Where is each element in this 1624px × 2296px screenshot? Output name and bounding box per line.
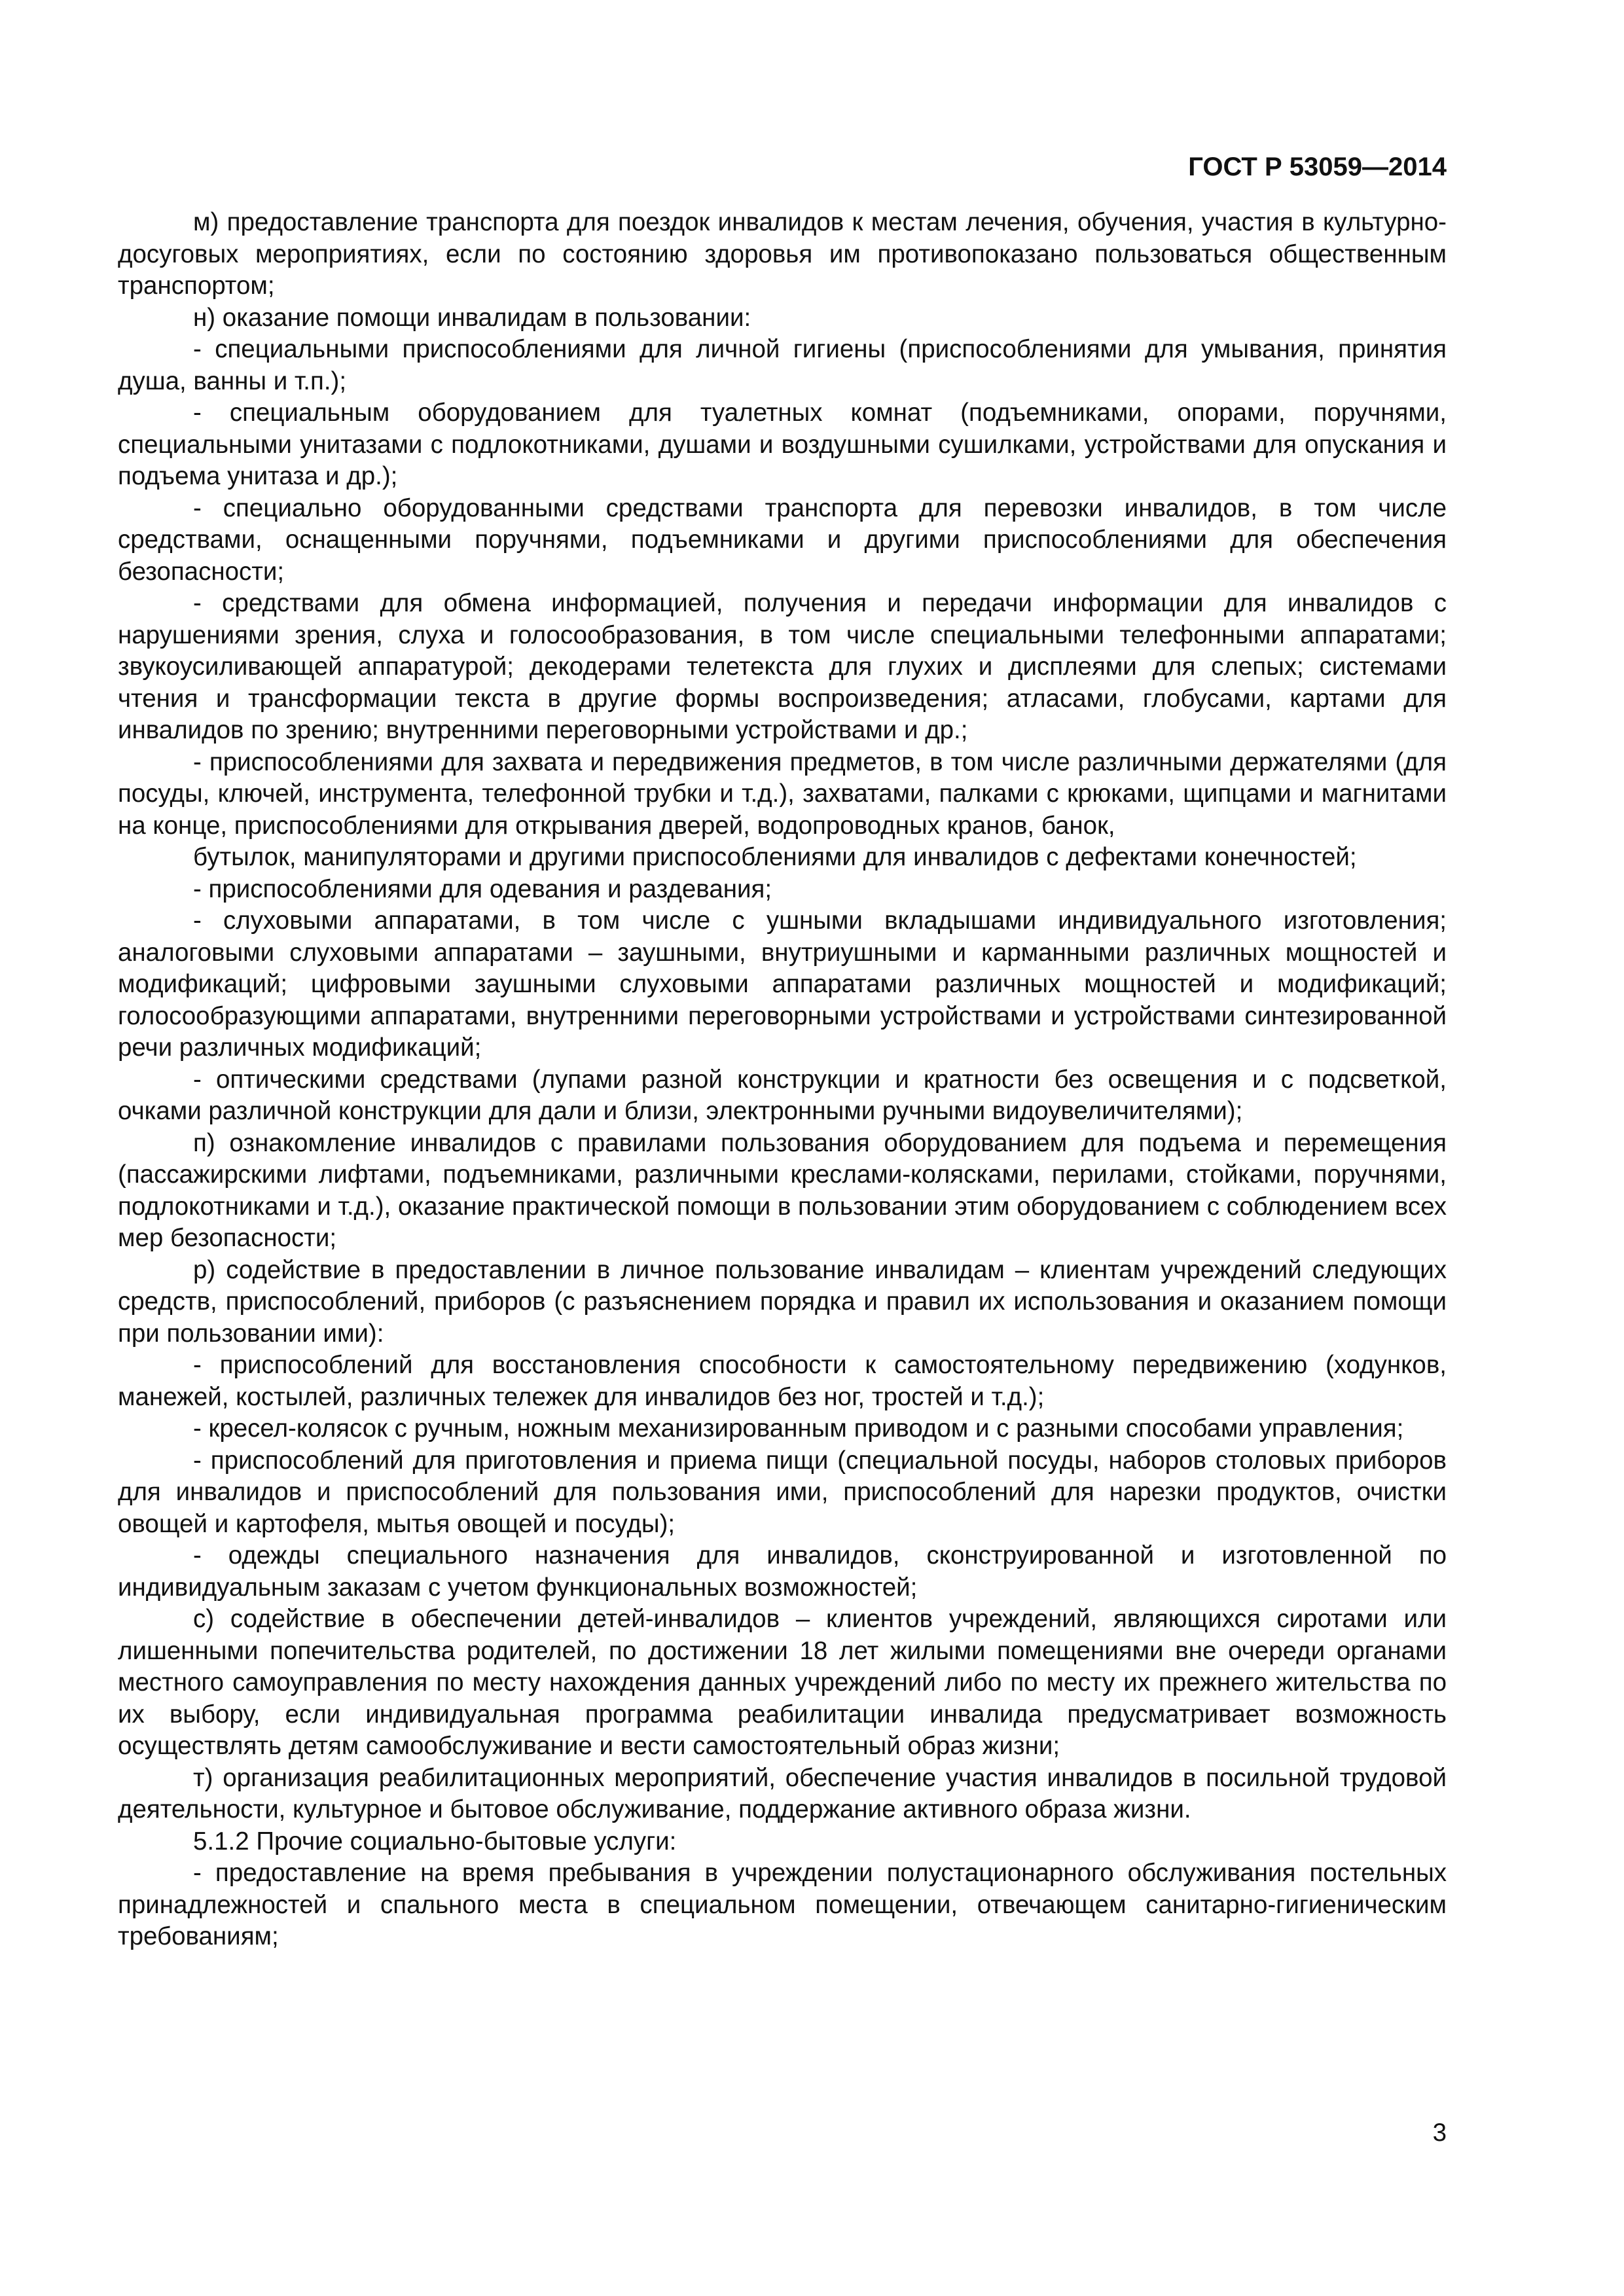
paragraph-p: п) ознакомление инвалидов с правилами пользования оборудованием для подъема и перемещения (пассажирскими лифтами, подъемниками, различными креслами-колясками, перилами, стойками, поручнями, подлокотниками и т.д.), оказание практической помощи в пользовании этим оборудованием с соблюдением всех мер безопасности;: [118, 1128, 1447, 1252]
list-item-transport: - специально оборудованными средствами транспорта для перевозки инвалидов, в том числе средствами, оснащенными поручнями, подъемниками и другими приспособлениями для обеспечения безопасности;: [118, 493, 1447, 586]
list-item-hygiene: - специальными приспособлениями для личной гигиены (приспособлениями для умывания, принятия душа, ванны и т.п.);: [118, 335, 1447, 395]
list-item-food: - приспособлений для приготовления и приема пищи (специальной посуды, наборов столовых приборов для инвалидов и приспособлений для пользования ими, приспособлений для нарезки продуктов, очистки овощей и картофеля, мытья овощей и посуды);: [118, 1446, 1447, 1538]
list-item-grabbing-continued: бутылок, манипуляторами и другими приспособлениями для инвалидов с дефектами конечностей;: [193, 843, 1357, 871]
paragraph-s: с) содействие в обеспечении детей-инвалидов – клиентов учреждений, являющихся сиротами или лишенными попечительства родителей, по достижении 18 лет жилыми помещениями вне очереди органами местного самоуправления по месту нахождения данных учреждений либо по месту их прежнего жительства по их выбору, если индивидуальная программа реабилитации инвалида предусматривает возможность осуществлять детям самообслуживание и вести самостоятельный образ жизни;: [118, 1605, 1447, 1760]
list-item-communication: - средствами для обмена информацией, получения и передачи информации для инвалидов с нарушениями зрения, слуха и голосообразования, в том числе специальными телефонными аппаратами; звукоусиливающей аппаратурой; декодерами телетекста для глухих и дисплеями для слепых; системами чтения и трансформации текста в другие формы воспроизведения; атласами, глобусами, картами для инвалидов по зрению; внутренними переговорными устройствами и др.;: [118, 589, 1447, 744]
paragraph-r: р) содействие в предоставлении в личное пользование инвалидам – клиентам учреждений следующих средств, приспособлений, приборов (с разъяснением порядка и правил их использования и оказанием помощи при пользовании ими):: [118, 1255, 1447, 1348]
list-item-hearing-aids: - слуховыми аппаратами, в том числе с ушными вкладышами индивидуального изготовления; аналоговыми слуховыми аппаратами – заушными, внутриушными и карманными различных мощностей и модификаций; цифровыми заушными слуховыми аппаратами различных мощностей и модификаций; голосообразующими аппаратами, внутренними переговорными устройствами и устройствами синтезированной речи различных модификаций;: [118, 906, 1447, 1062]
list-item-wheelchairs: - кресел-колясок с ручным, ножным механизированным приводом и с разными способами управления;: [193, 1414, 1404, 1443]
page-number: 3: [1432, 2119, 1447, 2147]
section-heading-5-1-2: 5.1.2 Прочие социально-бытовые услуги:: [193, 1827, 677, 1856]
paragraph-t: т) организация реабилитационных мероприятий, обеспечение участия инвалидов в посильной трудовой деятельности, культурное и бытовое обслуживание, поддержание активного образа жизни.: [118, 1763, 1447, 1823]
document-body: [118, 207, 1447, 1953]
list-item-dressing: - приспособлениями для одевания и раздевания;: [193, 874, 772, 903]
paragraph-n: н) оказание помощи инвалидам в пользовании:: [193, 303, 751, 332]
document-code-header: ГОСТ Р 53059—2014: [1188, 152, 1447, 181]
list-item-clothing: - одежды специального назначения для инвалидов, сконструированной и изготовленной по индивидуальным заказам с учетом функциональных возможностей;: [118, 1541, 1447, 1602]
list-item-mobility: - приспособлений для восстановления способности к самостоятельному передвижению (ходунков, манежей, костылей, различных тележек для инвалидов без ног, тростей и т.д.);: [118, 1351, 1447, 1411]
paragraph-m: м) предоставление транспорта для поездок инвалидов к местам лечения, обучения, участия в культурно-досуговых мероприятиях, если по состоянию здоровья им противопоказано пользоваться общественным транспортом;: [118, 208, 1447, 300]
list-item-grabbing: - приспособлениями для захвата и передвижения предметов, в том числе различными держателями (для посуды, ключей, инструмента, телефонной трубки и т.д.), захватами, палками с крюками, щипцами и магнитами на конце, приспособлениями для открывания дверей, водопроводных кранов, банок,: [118, 747, 1447, 840]
list-item-optical: - оптическими средствами (лупами разной конструкции и кратности без освещения и с подсветкой, очками различной конструкции для дали и близи, электронными ручными видоувеличителями);: [118, 1065, 1447, 1125]
document-page: [118, 151, 1447, 2212]
list-item-toilet-equipment: - специальным оборудованием для туалетных комнат (подъемниками, опорами, поручнями, специальными унитазами с подлокотниками, душами и воздушными сушилками, устройствами для опускания и подъема унитаза и др.);: [118, 399, 1447, 490]
list-item-bedding: - предоставление на время пребывания в учреждении полустационарного обслуживания постельных принадлежностей и спального места в специальном помещении, отвечающем санитарно-гигиеническим требованиям;: [118, 1859, 1447, 1950]
